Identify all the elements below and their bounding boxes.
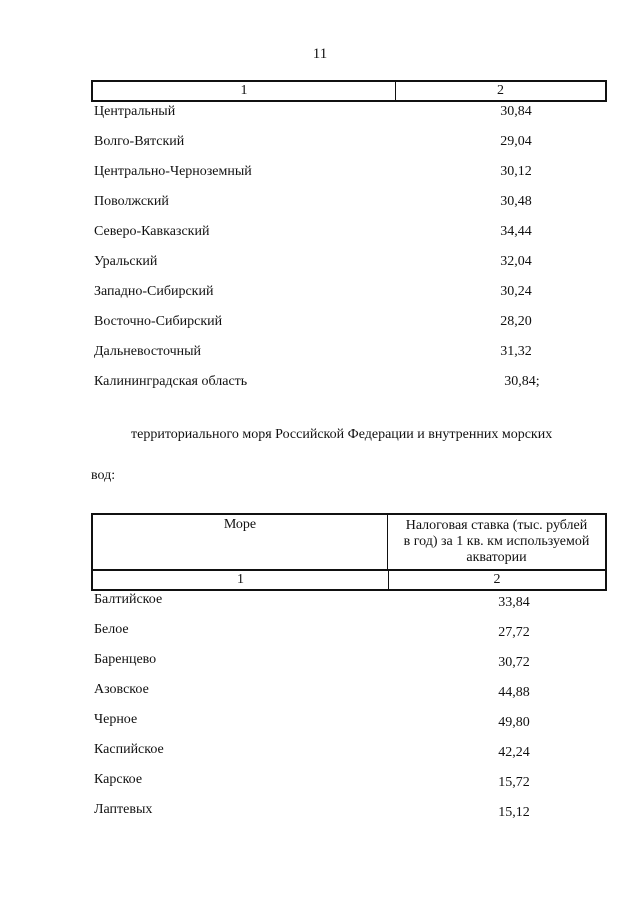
- table-row: [91, 591, 607, 621]
- region-name: Северо-Кавказский: [94, 224, 210, 239]
- rate-value: 29,04: [500, 134, 532, 149]
- sea-name: Баренцево: [94, 652, 157, 667]
- table-row: [91, 222, 607, 252]
- header-line: в год) за 1 кв. км используемой: [403, 534, 590, 549]
- regions-rate-table: [91, 80, 607, 402]
- rate-value: 28,20: [500, 314, 532, 329]
- rate-value: 30,24: [500, 284, 532, 299]
- rate-value: 30,12: [500, 164, 532, 179]
- sea-name: Карское: [94, 772, 143, 787]
- header-line: акватории: [466, 550, 527, 565]
- region-name: Уральский: [94, 254, 158, 269]
- table-row: [91, 342, 607, 372]
- table-row: [91, 801, 607, 831]
- rate-value: 27,72: [498, 625, 530, 640]
- sea-name: Черное: [94, 712, 138, 727]
- rate-value: 33,84: [498, 595, 530, 610]
- rate-value: 31,32: [500, 344, 532, 359]
- column-number-2: 2: [497, 83, 504, 98]
- table-row: [91, 681, 607, 711]
- column-header-sea: Море: [93, 515, 388, 569]
- table-row: [91, 132, 607, 162]
- table-header-row: [91, 513, 607, 569]
- column-number-1: 1: [93, 571, 389, 589]
- sea-name: Азовское: [94, 682, 149, 697]
- region-name: Центральный: [94, 104, 176, 119]
- region-name: Поволжский: [94, 194, 169, 209]
- rate-value: 32,04: [500, 254, 532, 269]
- rate-value: 15,72: [498, 775, 530, 790]
- table-row: [91, 192, 607, 222]
- table-row: [91, 372, 607, 402]
- rate-value: 44,88: [498, 685, 530, 700]
- region-name: Дальневосточный: [94, 344, 202, 359]
- table-row: [91, 771, 607, 801]
- rate-value: 15,12: [498, 805, 530, 820]
- sea-name: Балтийское: [94, 592, 163, 607]
- region-name: Центрально-Черноземный: [94, 164, 252, 179]
- rate-value: 42,24: [498, 745, 530, 760]
- region-name: Калининградская область: [94, 374, 248, 389]
- table-row: [91, 651, 607, 681]
- table-row: [91, 162, 607, 192]
- table-row: [91, 621, 607, 651]
- column-number-row: [91, 569, 607, 591]
- table-row: [91, 741, 607, 771]
- rate-value: 30,84;: [504, 374, 540, 389]
- table-row: [91, 711, 607, 741]
- table-header-row: [91, 80, 607, 102]
- rate-value: 49,80: [498, 715, 530, 730]
- sea-name: Каспийское: [94, 742, 164, 757]
- column-header-tax-rate: [388, 515, 605, 569]
- rate-value: 30,48: [500, 194, 532, 209]
- column-number-1: 1: [93, 82, 396, 100]
- sea-name: Белое: [94, 622, 129, 637]
- paragraph-line-1: территориального моря Российской Федерации и внутренних морских: [131, 427, 553, 442]
- table-row: [91, 312, 607, 342]
- region-name: Западно-Сибирский: [94, 284, 214, 299]
- header-line: Налоговая ставка (тыс. рублей: [405, 518, 588, 533]
- seas-rate-table: [91, 513, 607, 831]
- rate-value: 34,44: [500, 224, 532, 239]
- rate-value: 30,72: [498, 655, 530, 670]
- table-row: [91, 252, 607, 282]
- rate-value: 30,84: [500, 104, 532, 119]
- column-number-2: 2: [493, 572, 501, 587]
- region-name: Волго-Вятский: [94, 134, 185, 149]
- sea-name: Лаптевых: [94, 802, 153, 817]
- region-name: Восточно-Сибирский: [94, 314, 223, 329]
- page-number: 11: [312, 46, 328, 62]
- table-row: [91, 282, 607, 312]
- paragraph-line-2: вод:: [91, 468, 116, 483]
- table-row: [91, 102, 607, 132]
